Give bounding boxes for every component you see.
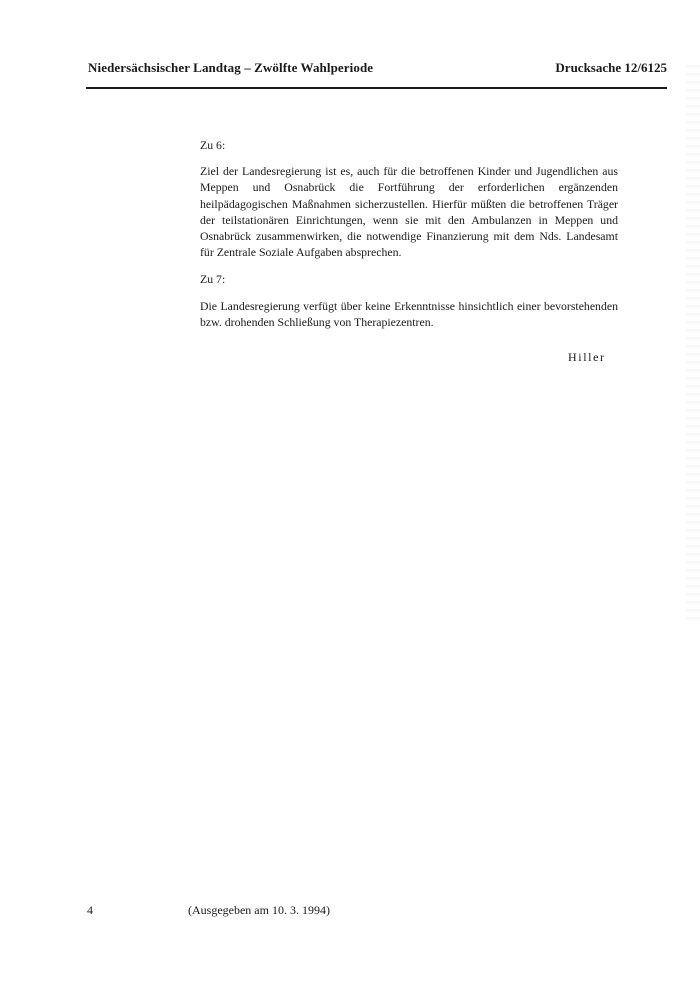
issue-date: (Ausgegeben am 10. 3. 1994)	[188, 903, 330, 917]
header-rule	[86, 87, 667, 89]
header-title: Niedersächsischer Landtag – Zwölfte Wahlperiode	[88, 60, 374, 75]
section-heading: Zu 7:	[200, 272, 226, 287]
page-number: 4	[87, 903, 93, 917]
section-paragraph: Die Landesregierung verfügt über keine Erkenntnisse hinsichtlich einer bevorstehenden bzw. drohenden Schließung von Therapiezentren.	[200, 298, 618, 329]
document-body	[200, 137, 618, 341]
scan-edge-artifact	[686, 60, 700, 620]
section-zu-7	[200, 271, 618, 330]
section-zu-6	[200, 137, 618, 260]
section-heading: Zu 6:	[200, 138, 226, 152]
section-paragraph: Ziel der Landesregierung ist es, auch für die betroffenen Kinder und Jugendlichen aus Meppen und Osnabrück die Fortführung der erforderlichen ergänzenden heilpädagogischen Maßnahmen sicherzustellen. Hierfür müßten die betroffenen Träger der teilstationären Einrichtungen, wenn sie mit den Ambulanzen in Meppen und Osnabrück zusammenwirken, die notwendige Finanzierung mit dem Nds. Landesamt für Zentrale Soziale Aufgaben absprechen.	[200, 164, 618, 260]
document-number: Drucksache 12/6125	[555, 60, 667, 75]
signature: Hiller	[568, 350, 606, 364]
